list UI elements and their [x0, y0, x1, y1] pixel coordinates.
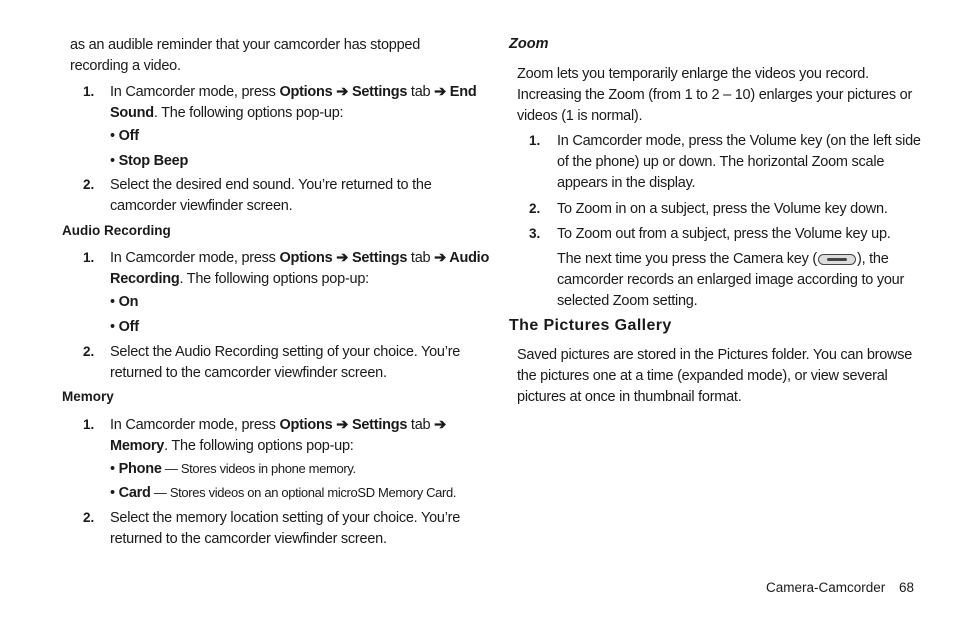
audio-step1-line1: In Camcorder mode, press Options ➔ Settings tab ➔ Audio — [110, 250, 490, 266]
zoom-note-line2: camcorder records an enlarged image according to your — [557, 272, 905, 288]
step-number: 1. — [83, 417, 95, 432]
zoom-step1-line3: appears in the display. — [557, 175, 696, 191]
section-heading-audio-recording: Audio Recording — [62, 223, 171, 238]
footer-section-name: Camera-Camcorder — [766, 580, 886, 595]
step-number: 2. — [83, 177, 95, 192]
intro-line-2: recording a video. — [70, 58, 181, 74]
bullet-option-off: • Off — [110, 128, 139, 144]
zoom-intro-line-1: Zoom lets you temporarily enlarge the videos you record. — [517, 66, 869, 82]
memory-step1-line2: Memory. The following options pop-up: — [110, 438, 354, 454]
zoom-step2-line: To Zoom in on a subject, press the Volume key down. — [557, 201, 888, 217]
pictures-line-3: pictures at once in thumbnail format. — [517, 389, 742, 405]
section-heading-pictures-gallery: The Pictures Gallery — [509, 317, 672, 334]
zoom-step3-line: To Zoom out from a subject, press the Volume key up. — [557, 226, 891, 242]
step-number: 2. — [83, 510, 95, 525]
intro-line-1: as an audible reminder that your camcorder has stopped — [70, 37, 421, 53]
audio-step2-line2: returned to the camcorder viewfinder screen. — [110, 365, 387, 381]
zoom-step1-line2: of the phone) up or down. The horizontal Zoom scale — [557, 154, 885, 170]
step-number: 1. — [83, 84, 95, 99]
pictures-line-2: the pictures one at a time (expanded mode), or view several — [517, 368, 888, 384]
step-number: 1. — [529, 133, 541, 148]
audio-step2-line1: Select the Audio Recording setting of your choice. You’re — [110, 344, 461, 360]
step-number: 3. — [529, 226, 541, 241]
bullet-option-card: • Card — Stores videos on an optional microSD Memory Card. — [110, 485, 457, 501]
zoom-note-line3: selected Zoom setting. — [557, 293, 698, 309]
memory-step2-line1: Select the memory location setting of your choice. You’re — [110, 510, 461, 526]
end-sound-step1-line2: Sound. The following options pop-up: — [110, 105, 344, 121]
zoom-intro-line-2: Increasing the Zoom (from 1 to 2 – 10) enlarges your pictures or — [517, 87, 913, 103]
camera-key-icon — [818, 254, 856, 265]
zoom-step1-line1: In Camcorder mode, press the Volume key (on the left side — [557, 133, 921, 149]
section-heading-zoom: Zoom — [509, 36, 549, 52]
memory-step2-line2: returned to the camcorder viewfinder screen. — [110, 531, 387, 547]
audio-step1-line2: Recording. The following options pop-up: — [110, 271, 369, 287]
zoom-intro-line-3: videos (1 is normal). — [517, 108, 643, 124]
footer-page-number: 68 — [899, 580, 915, 595]
bullet-option-on: • On — [110, 294, 139, 310]
end-sound-step2-line1: Select the desired end sound. You’re returned to the — [110, 177, 432, 193]
memory-step1-line1: In Camcorder mode, press Options ➔ Settings tab ➔ — [110, 417, 447, 433]
zoom-note-line1: The next time you press the Camera key ( ), the — [557, 251, 889, 267]
section-heading-memory: Memory — [62, 389, 114, 404]
step-number: 2. — [83, 344, 95, 359]
bullet-option-off: • Off — [110, 319, 139, 335]
end-sound-step2-line2: camcorder viewfinder screen. — [110, 198, 293, 214]
pictures-line-1: Saved pictures are stored in the Pictures folder. You can browse — [517, 347, 913, 363]
end-sound-step1-line1: In Camcorder mode, press Options ➔ Settings tab ➔ End — [110, 84, 477, 100]
bullet-option-stop-beep: • Stop Beep — [110, 153, 189, 169]
step-number: 1. — [83, 250, 95, 265]
step-number: 2. — [529, 201, 541, 216]
bullet-option-phone: • Phone — Stores videos in phone memory. — [110, 461, 356, 477]
